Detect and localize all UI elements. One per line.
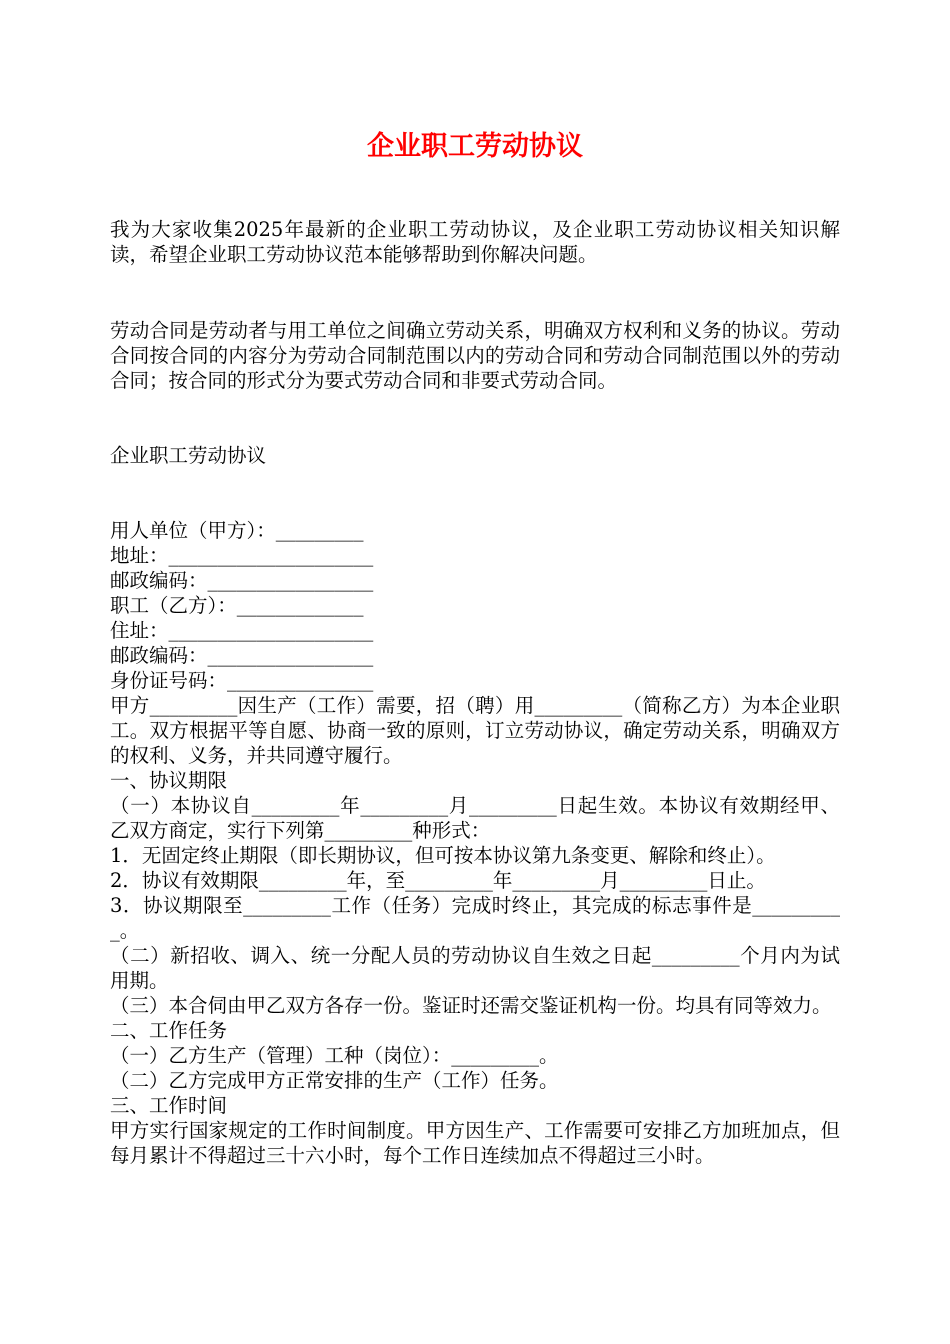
field-employee-postcode: 邮政编码：_________________: [110, 644, 374, 667]
intro-paragraph-block: [110, 217, 840, 267]
agreement-body: [110, 693, 840, 1168]
field-employer: 用人单位（甲方）：_________: [110, 519, 364, 542]
body-paragraph: 甲方_________因生产（工作）需要，招（聘）用_________（简称乙方）为本企业职工。双方根据平等自愿、协商一致的原则，订立劳动协议，确定劳动关系，明确双方的权利、义务，并共同遵守履行。: [110, 694, 840, 767]
intro-paragraph: 我为大家收集2025年最新的企业职工劳动协议，及企业职工劳动协议相关知识解读，希望企业职工劳动协议范本能够帮助到你解决问题。: [110, 218, 840, 266]
section-heading: 一、协议期限: [110, 769, 228, 792]
body-paragraph: 2．协议有效期限_________年，至_________年_________月_________日止。: [110, 869, 766, 892]
document-title: 企业职工劳动协议: [367, 131, 583, 162]
body-paragraph: （二）新招收、调入、统一分配人员的劳动协议自生效之日起_________个月内为试用期。: [110, 944, 840, 992]
body-paragraph: （二）乙方完成甲方正常安排的生产（工作）任务。: [110, 1069, 559, 1092]
subtitle-block: [110, 443, 840, 468]
definition-paragraph: 劳动合同是劳动者与用工单位之间确立劳动关系，明确双方权利和义务的协议。劳动合同按合同的内容分为劳动合同制范围以内的劳动合同和劳动合同制范围以外的劳动合同；按合同的形式分为要式劳动合同和非要式劳动合同。: [110, 319, 840, 392]
document-subtitle: 企业职工劳动协议: [110, 444, 267, 467]
field-employer-postcode: 邮政编码：_________________: [110, 569, 374, 592]
definition-paragraph-block: [110, 318, 840, 393]
party-fields: [110, 518, 840, 693]
body-paragraph: （三）本合伺由甲乙双方各存一份。鉴证时还需交鉴证机构一份。均具有同等效力。: [110, 994, 832, 1017]
body-paragraph: 甲方实行国家规定的工作时间制度。甲方因生产、工作需要可安排乙方加班加点，但每月累计不得超过三十六小时，每个工作日连续加点不得超过三小时。: [110, 1119, 840, 1167]
section-heading: 二、工作任务: [110, 1019, 228, 1042]
section-heading: 三、工作时间: [110, 1094, 228, 1117]
body-paragraph: （一）本协议自_________年_________月_________日起生效。本协议有效期经甲、乙双方商定，实行下列第_________种形式：: [110, 794, 840, 842]
field-employee: 职工（乙方）：_____________: [110, 594, 364, 617]
body-paragraph: 3．协议期限至_________工作（任务）完成时终止，其完成的标志事件是__________。: [110, 894, 840, 942]
body-paragraph: （一）乙方生产（管理）工种（岗位）：_________。: [110, 1044, 559, 1067]
field-employee-address: 住址：_____________________: [110, 619, 374, 642]
field-id-number: 身份证号码：_______________: [110, 669, 374, 692]
body-paragraph: 1．无固定终止期限（即长期协议，但可按本协议第九条变更、解除和终止）。: [110, 844, 776, 867]
field-employer-address: 地址：_____________________: [110, 544, 374, 567]
